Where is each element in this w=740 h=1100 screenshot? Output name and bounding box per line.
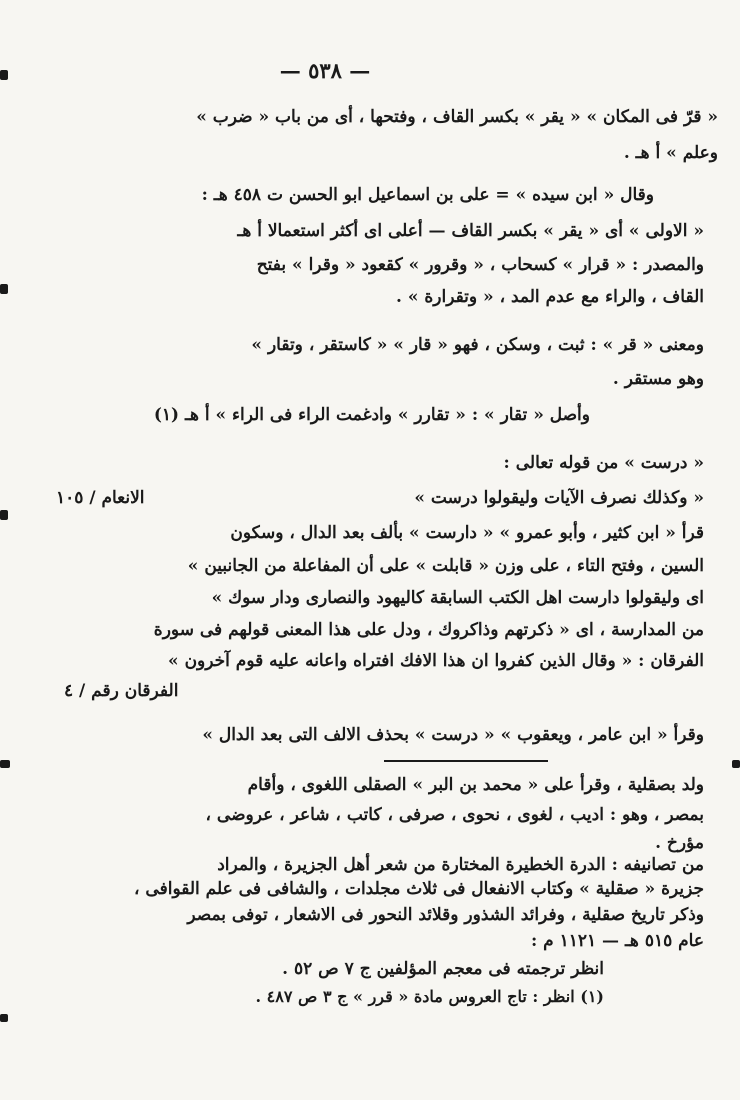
body-line: وقرأ « ابن عامر ، ويعقوب » « درست » بحذف الالف التى بعد الدال » [202,725,704,745]
body-line: اى وليقولوا دارست اهل الكتب السابقة كاليهود والنصارى ودار سوك » [211,588,704,608]
body-line: قرأ « ابن كثير ، وأبو عمرو » « دارست » بألف بعد الدال ، وسكون [230,523,704,543]
body-line: وأصل « تقار » : « تقارر » وادغمت الراء فى الراء » أ هـ (١) [153,405,590,425]
footnote-line: جزيرة « صقلية » وكتاب الانفعال فى ثلاث مجلدات ، والشافى فى علم القوافى ، [134,879,704,899]
scan-mark [0,1014,8,1022]
body-line: « درست » من قوله تعالى : [503,453,704,473]
page-number: — ٥٣٨ — [279,58,371,83]
body-line: وقال « ابن سيده » = على بن اسماعيل ابو الحسن ت ٤٥٨ هـ : [201,185,654,205]
body-line: والمصدر : « قرار » كسحاب ، « وقرور » كقعود « وقرا » بفتح [256,255,704,275]
quran-verse: « وكذلك نصرف الآيات وليقولوا درست » [414,488,704,508]
footnote-line: انظر ترجمته فى معجم المؤلفين ج ٧ ص ٥٢ . [282,959,604,979]
scan-mark [732,760,740,768]
body-line: السين ، وفتح التاء ، على وزن « قابلت » على أن المفاعلة من الجانبين » [187,556,704,576]
body-line: الفرقان : « وقال الذين كفروا ان هذا الافك افتراه واعانه عليه قوم آخرون » [168,651,704,671]
footnote-line: (١) انظر : تاج العروس مادة « قرر » ج ٣ ص ٤٨٧ . [255,987,604,1006]
scan-mark [0,284,8,294]
verse-reference: الفرقان رقم / ٤ [64,681,179,701]
body-line: القاف ، والراء مع عدم المد ، « وتقرارة » . [395,287,704,307]
footnote-line: مؤرخ . [655,833,704,853]
footnote-line: ولد بصقلية ، وقرأ على « محمد بن البر » الصقلى اللغوى ، وأقام [247,775,704,795]
body-line: « الاولى » أى « يقر » بكسر القاف — أعلى اى أكثر استعمالا أ هـ [237,221,704,241]
body-line: من المدارسة ، اى « ذكرتهم وذاكروك ، ودل على هذا المعنى قولهم فى سورة [153,620,704,640]
scan-mark [0,760,10,768]
body-line: ومعنى « قر » : ثبت ، وسكن ، فهو « قار » « كاستقر ، وتقار » [251,335,704,355]
body-line: وعلم » أ هـ . [623,143,718,163]
scan-mark [0,510,8,520]
body-line: « قرّ فى المكان » « يقر » بكسر القاف ، وفتحها ، أى من باب « ضرب » [196,107,718,127]
body-line: وهو مستقر . [612,369,704,389]
verse-reference: الانعام / ١٠٥ [56,488,145,508]
scan-mark [0,70,8,80]
footnote-line: وذكر تاريخ صقلية ، وفرائد الشذور وقلائد النحور فى الاشعار ، توفى بمصر [187,905,704,925]
footnote-line: عام ٥١٥ هـ — ١١٢١ م : [530,931,704,951]
footnote-line: بمصر ، وهو : اديب ، لغوى ، نحوى ، صرفى ، كاتب ، شاعر ، عروضى ، [205,805,704,825]
footnote-line: من تصانيفه : الدرة الخطيرة المختارة من شعر أهل الجزيرة ، والمراد [217,855,704,875]
footnote-separator [384,760,548,762]
